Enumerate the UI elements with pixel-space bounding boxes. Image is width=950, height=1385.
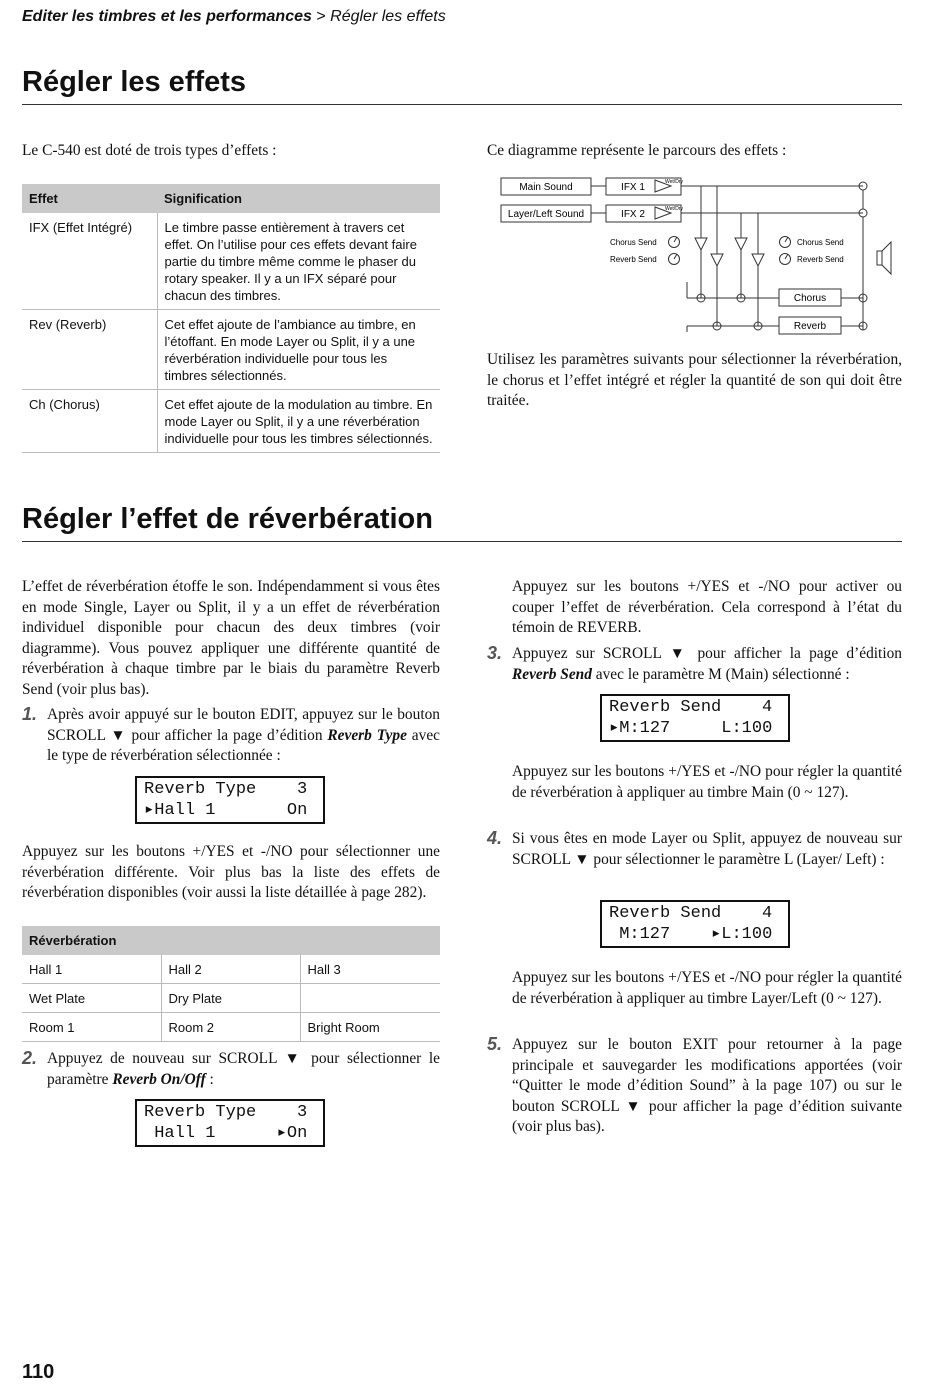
main-send-note: Appuyez sur les boutons +/YES et -/NO pour régler la quantité de réverbération à appliquer au timbre Main (0 ~ 127). [512, 763, 902, 801]
diagram-reverb: Reverb [793, 321, 827, 332]
diagram-wetdry-2: Wet/Dry [665, 206, 683, 212]
lcd-line-1: Reverb Type 3 [144, 780, 308, 799]
lcd-line-2: Hall 1 ▸On [144, 1124, 308, 1143]
step-1-text [47, 705, 440, 767]
effect-meaning: Cet effet ajoute de la modulation au timbre. En mode Layer ou Split, il y a une réverbération individuelle pour tous les timbres sélectionnés. [157, 390, 440, 453]
step-3-text-b: pour afficher la page d’édition [689, 645, 902, 662]
effect-name: Ch (Chorus) [22, 390, 157, 453]
effects-table-header-effect: Effet [22, 184, 157, 213]
step-number-1: 1. [22, 704, 38, 724]
diagram-main-sound: Main Sound [519, 182, 573, 193]
cursor-arrow-icon: ▸ [144, 801, 155, 820]
diagram-intro: Ce diagramme représente le parcours des effets : [487, 142, 787, 159]
step-number-5: 5. [487, 1034, 503, 1054]
effect-name: IFX (Effet Intégré) [22, 213, 157, 310]
step-1-text-c: avec le type de réverbération sélectionnée : [47, 726, 440, 765]
table-row [22, 310, 440, 390]
reverb-intro: L’effet de réverbération étoffe le son. Indépendamment si vous êtes en mode Single, Layer ou Split, il y a un effet de réverbération individuel disponible pour chacun des deux timbres (voir diagramme). Vous pouvez appliquer une différente quantité de réverbération à chaque timbre par le biais du paramètre Reverb Send (voir plus bas). [22, 578, 440, 698]
section-rule [22, 104, 902, 105]
effects-table-header-meaning: Signification [157, 184, 440, 213]
diagram-reverb-send-left: Reverb Send [610, 255, 657, 264]
table-row [22, 955, 440, 984]
lcd-reverb-type [135, 776, 325, 824]
diagram-chorus-send-left: Chorus Send [610, 238, 657, 247]
effect-meaning: Le timbre passe entièrement à travers cet effet. On l’utilise pour ces effets devant faire partie du timbre même comme le phaser du rotary speaker. Il y a un IFX séparé pour chacun des timbres. [157, 213, 440, 310]
scroll-down-icon: ▼ [625, 1097, 643, 1115]
step-4-text-b: pour sélectionner le paramètre L (Layer/ Left) : [589, 850, 885, 868]
lcd-line-2: ▸Hall 1 On [144, 801, 308, 820]
step-2-text [47, 1049, 440, 1090]
effects-intro: Le C-540 est doté de trois types d’effets : [22, 142, 277, 159]
reverb-option: Bright Room [300, 1013, 440, 1042]
reverb-option: Room 1 [22, 1013, 161, 1042]
lcd-line-2: ▸M:127 L:100 [609, 719, 773, 738]
reverb-onoff-note: Appuyez sur les boutons +/YES et -/NO pour activer ou couper l’effet de réverbération. Cela correspond à l’état du témoin de REVERB. [512, 578, 902, 637]
effects-params-note: Utilisez les paramètres suivants pour sélectionner la réverbération, le chorus et l’effet intégré et régler la quantité de son qui doit être traitée. [487, 351, 902, 410]
cursor-arrow-icon: ▸ [609, 719, 620, 738]
lcd-line-1: Reverb Send 4 [609, 904, 773, 923]
effect-name: Rev (Reverb) [22, 310, 157, 390]
lcd-reverb-onoff [135, 1099, 325, 1147]
scroll-down-icon: ▼ [574, 850, 590, 868]
param-reverb-type: Reverb Type [327, 726, 407, 744]
step-1-text-b: pour afficher la page d’édition [126, 726, 328, 744]
step-4-text [512, 829, 902, 870]
reverb-option [300, 984, 440, 1013]
diagram-wetdry-1: Wet/Dry [665, 179, 683, 185]
diagram-chorus-send-right: Chorus Send [797, 238, 844, 247]
breadcrumb [22, 8, 446, 26]
effect-meaning: Cet effet ajoute de l’ambiance au timbre, en l’étoffant. En mode Layer ou Split, il y a une réverbération individuelle pour tous les timbres sélectionnés. [157, 310, 440, 390]
effects-table [22, 184, 440, 453]
reverb-option: Hall 3 [300, 955, 440, 984]
table-row [22, 1013, 440, 1042]
reverb-list-header: Réverbération [22, 926, 440, 955]
cursor-arrow-icon: ▸ [276, 1124, 287, 1143]
section-title-effects: Régler les effets [22, 66, 247, 98]
page-number: 110 [22, 1361, 55, 1383]
breadcrumb-section: Editer les timbres et les performances [22, 8, 312, 25]
lcd-line-1: Reverb Type 3 [144, 1103, 308, 1122]
step-number-3: 3. [487, 643, 503, 663]
section-title-reverb: Régler l’effet de réverbération [22, 503, 433, 535]
reverb-option: Room 2 [161, 1013, 300, 1042]
diagram-chorus: Chorus [793, 293, 827, 304]
step-5-text-a: Appuyez sur le bouton EXIT pour retourner à la page principale et sauvegarder les modifications apportées (voir “Quitter le mode d’édition Sound” à la page 107) ou sur le bouton SCROLL [512, 1036, 902, 1115]
reverb-select-note: Appuyez sur les boutons +/YES et -/NO pour sélectionner une réverbération différente. Voir plus bas la liste des effets de réverbération disponibles (voir aussi la liste détaillée à page 282). [22, 843, 440, 902]
diagram-ifx1: IFX 1 [621, 182, 645, 193]
step-5-text-b: pour afficher la page d’édition suivante (voir plus bas). [512, 1097, 903, 1136]
diagram-ifx2: IFX 2 [621, 209, 645, 220]
reverb-option: Hall 2 [161, 955, 300, 984]
step-3-text-c: avec le paramètre M (Main) sélectionné : [591, 665, 850, 683]
step-3-text-a: Appuyez sur SCROLL [512, 645, 670, 662]
breadcrumb-separator: > [311, 8, 331, 25]
step-2-text-c: : [205, 1070, 214, 1088]
effects-routing-diagram [497, 172, 902, 342]
step-number-4: 4. [487, 828, 503, 848]
step-3-text [512, 644, 902, 685]
section-rule [22, 541, 902, 542]
scroll-down-icon: ▼ [110, 726, 127, 744]
diagram-layer-sound: Layer/Left Sound [507, 209, 585, 220]
step-2-text-b: pour sélectionner le paramètre [47, 1050, 441, 1088]
lcd-reverb-send-main [600, 694, 790, 742]
table-row [22, 390, 440, 453]
param-reverb-onoff: Reverb On/Off [112, 1070, 206, 1088]
reverb-option: Hall 1 [22, 955, 161, 984]
reverb-option: Dry Plate [161, 984, 300, 1013]
reverb-option: Wet Plate [22, 984, 161, 1013]
step-1-text-a: Après avoir appuyé sur le bouton EDIT, appuyez sur le bouton SCROLL [47, 706, 440, 744]
step-number-2: 2. [22, 1048, 38, 1068]
cursor-arrow-icon: ▸ [711, 925, 722, 944]
reverb-list-table [22, 926, 440, 1042]
lcd-line-2: M:127 ▸L:100 [609, 925, 773, 944]
step-4-text-a: Si vous êtes en mode Layer ou Split, appuyez de nouveau sur SCROLL [512, 830, 902, 868]
step-5-text [512, 1035, 902, 1138]
param-reverb-send: Reverb Send [512, 665, 592, 683]
layer-send-note: Appuyez sur les boutons +/YES et -/NO pour régler la quantité de réverbération à appliquer au timbre Layer/Left (0 ~ 127). [512, 969, 902, 1007]
step-2-text-a: Appuyez de nouveau sur SCROLL [47, 1050, 285, 1067]
table-row [22, 213, 440, 310]
diagram-reverb-send-right: Reverb Send [797, 255, 844, 264]
scroll-down-icon: ▼ [284, 1050, 304, 1067]
table-row [22, 984, 440, 1013]
lcd-reverb-send-layer [600, 900, 790, 948]
scroll-down-icon: ▼ [669, 645, 690, 662]
lcd-line-1: Reverb Send 4 [609, 698, 773, 717]
breadcrumb-page: Régler les effets [330, 8, 446, 25]
